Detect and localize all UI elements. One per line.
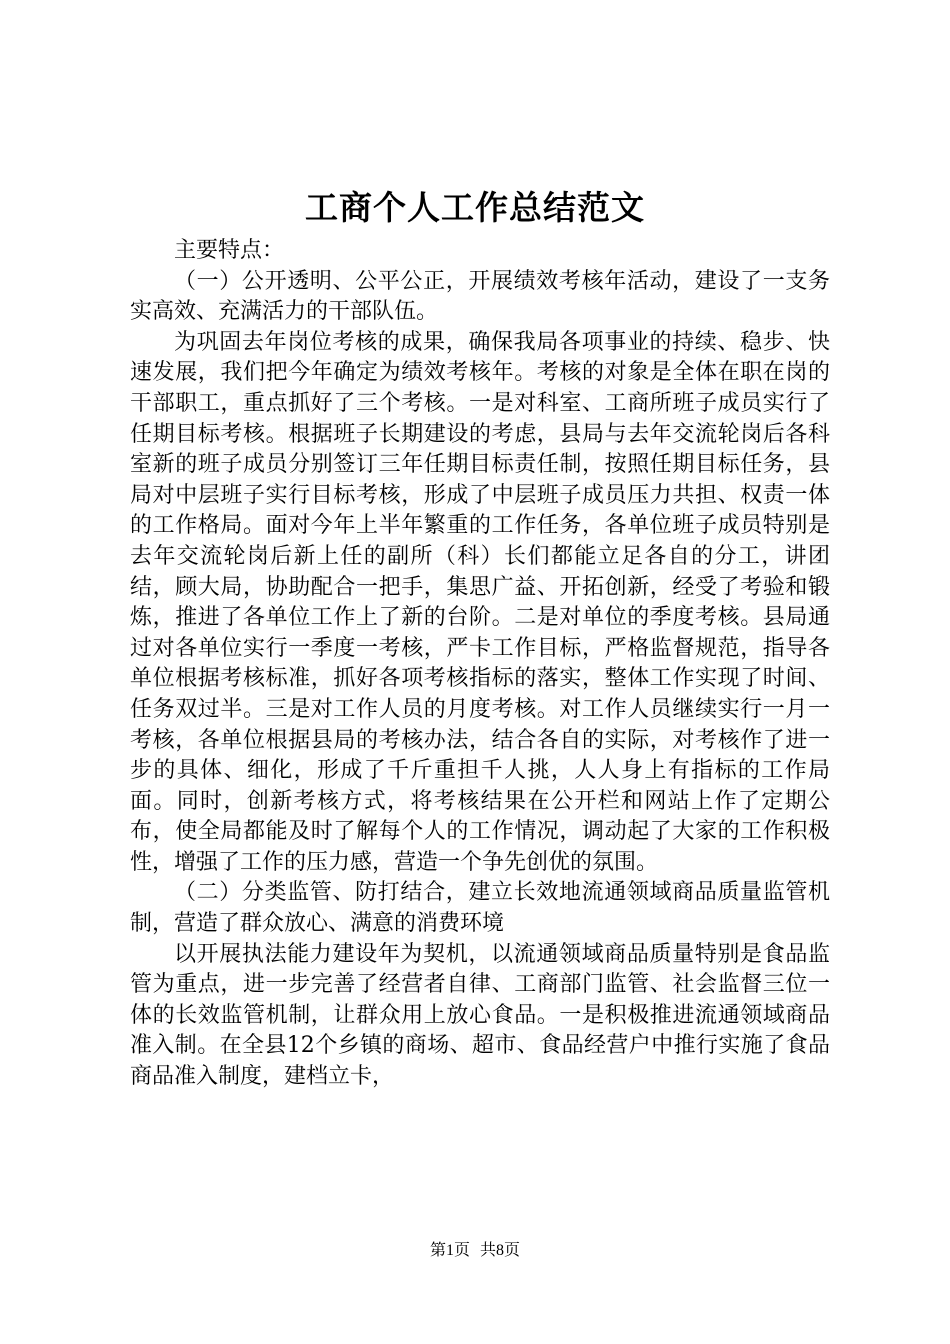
document-title: 工商个人工作总结范文 — [305, 188, 645, 227]
paragraph-section-one-body: 为巩固去年岗位考核的成果，确保我局各项事业的持续、稳步、快速发展，我们把今年确定为绩效考核年。考核的对象是全体在职在岗的干部职工，重点抓好了三个考核。一是对科室、工商所班子成员实行了任期目标考核。根据班子长期建设的考虑，县局与去年交流轮岗后各科室新的班子成员分别签订三年任期目标责任制，按照任期目标任务，县局对中层班子实行目标考核，形成了中层班子成员压力共担、权责一体的工作格局。面对今年上半年繁重的工作任务，各单位班子成员特别是去年交流轮岗后新上任的副所（科）长们都能立足各自的分工，讲团结，顾大局，协助配合一把手，集思广益、开拓创新，经受了考验和锻炼，推进了各单位工作上了新的台阶。二是对单位的季度考核。县局通过对各单位实行一季度一考核，严卡工作目标，严格监督规范，指导各单位根据考核标准，抓好各项考核指标的落实，整体工作实现了时间、任务双过半。三是对工作人员的月度考核。对工作人员继续实行一月一考核，各单位根据县局的考核办法，结合各自的实际，对考核作了进一步的具体、细化，形成了千斤重担千人挑，人人身上有指标的工作局面。同时，创新考核方式，将考核结果在公开栏和网站上作了定期公布，使全局都能及时了解每个人的工作情况，调动起了大家的工作积极性，增强了工作的压力感，营造一个争先创优的氛围。 — [130, 329, 830, 875]
document-body — [130, 236, 830, 1093]
paragraph-section-two-body: 以开展执法能力建设年为契机，以流通领域商品质量特别是食品监管为重点，进一步完善了经营者自律、工商部门监管、社会监督三位一体的长效监管机制，让群众用上放心食品。一是积极推进流通领域商品准入制。在全县12个乡镇的商场、超市、食品经营户中推行实施了食品商品准入制度，建档立卡， — [130, 941, 830, 1090]
page-footer — [0, 1240, 950, 1262]
paragraph-features-heading: 主要特点： — [174, 238, 285, 263]
paragraph-section-one-heading: （一）公开透明、公平公正，开展绩效考核年活动，建设了一支务实高效、充满活力的干部队伍。 — [130, 268, 830, 325]
page-number-current: 第1页 — [429, 1242, 470, 1259]
page-number-total: 共8页 — [480, 1242, 521, 1259]
paragraph-section-two-heading: （二）分类监管、防打结合，建立长效地流通领域商品质量监管机制，营造了群众放心、满意的消费环境 — [130, 880, 830, 937]
